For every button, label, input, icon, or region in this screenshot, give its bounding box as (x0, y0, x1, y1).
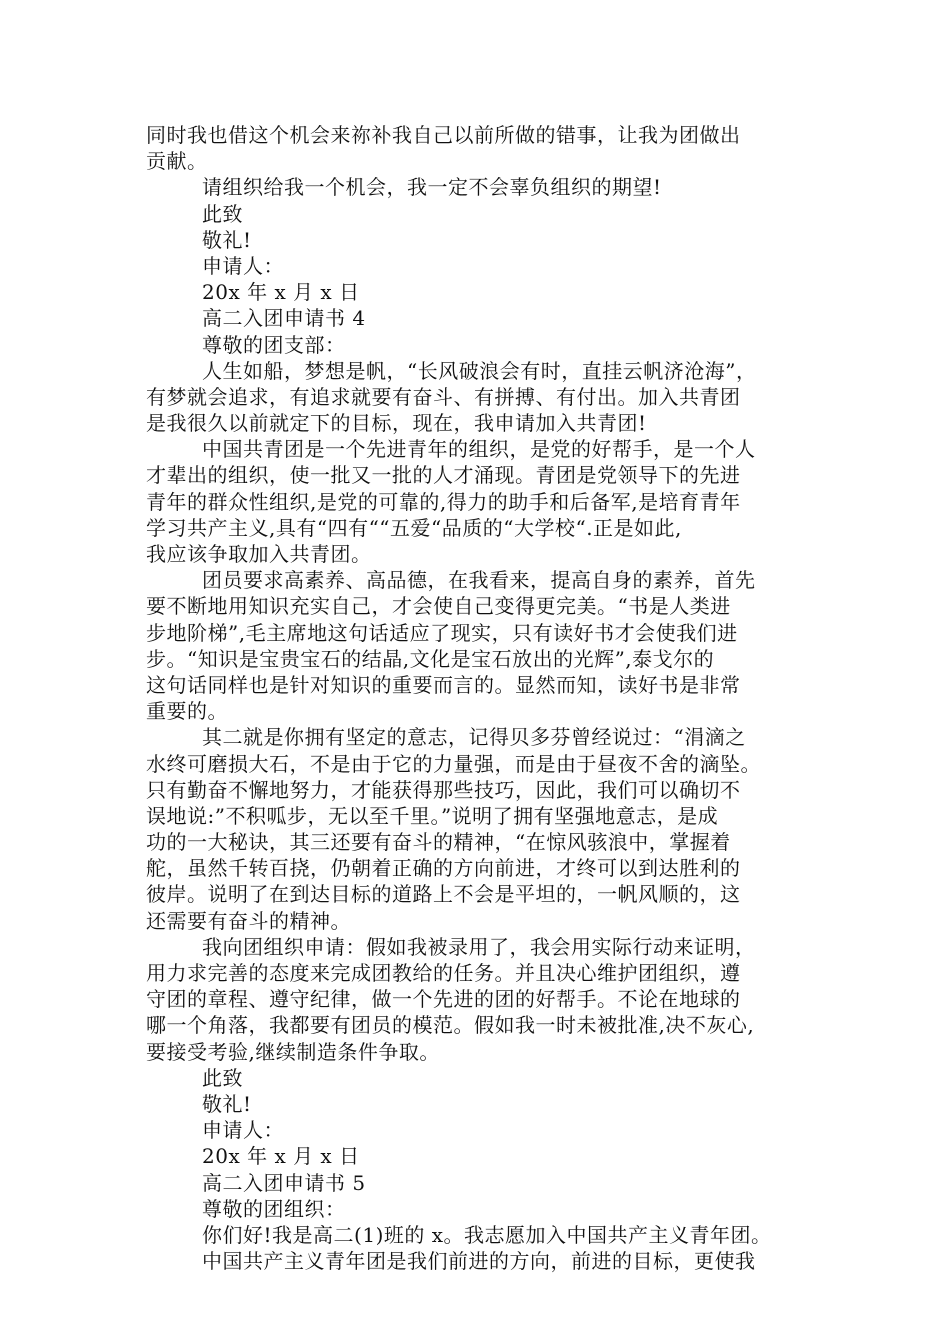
text-line: 误地说:”不积呱步，无以至千里。”说明了拥有坚强地意志，是成 (146, 803, 719, 828)
text-line: 高二入团申请书 4 (202, 306, 366, 331)
text-line: 贡献。 (146, 149, 208, 174)
text-line: 步地阶梯”,毛主席地这句话适应了现实，只有读好书才会使我们进 (146, 620, 738, 645)
text-line: 我应该争取加入共青团。 (146, 542, 372, 566)
text-line: 20x 年 x 月 x 日 (202, 1144, 360, 1169)
text-line: 还需要有奋斗的精神。 (146, 908, 351, 933)
text-line: 这句话同样也是针对知识的重要而言的。显然而知，读好书是非常 (146, 672, 741, 697)
text-line: 重要的。 (146, 699, 228, 724)
text-line: 敬礼! (202, 227, 252, 252)
text-line: 尊敬的团支部： (202, 332, 346, 357)
text-line: 学习共产主义,具有“四有““五爱“品质的“大学校“.正是如此, (146, 515, 682, 540)
text-line: 要接受考验,继续制造条件争取。 (146, 1039, 440, 1064)
text-line: 申请人： (202, 253, 284, 278)
text-line: 功的一大秘诀，其三还要有奋斗的精神，“在惊风骇浪中，掌握着 (146, 830, 731, 855)
text-line: 要不断地用知识充实自己，才会使自己变得更完美。“书是人类进 (146, 594, 731, 619)
text-line: 中国共青团是一个先进青年的组织，是党的好帮手，是一个人 (202, 437, 756, 462)
text-line: 哪一个角落，我都要有团员的模范。假如我一时未被批准,决不灰心, (146, 1013, 755, 1038)
text-line: 高二入团申请书 5 (202, 1170, 366, 1195)
text-line: 步。“知识是宝贵宝石的结晶,文化是宝石放出的光辉”,泰戈尔的 (146, 646, 715, 671)
text-line: 申请人： (202, 1118, 284, 1143)
text-line: 同时我也借这个机会来祢补我自己以前所做的错事，让我为团做出 (146, 123, 741, 147)
text-line: 我向团组织申请：假如我被录用了，我会用实际行动来证明， (202, 934, 756, 959)
text-line: 此致 (202, 201, 243, 226)
text-line: 青年的群众性组织,是党的可靠的,得力的助手和后备军,是培育青年 (146, 489, 741, 514)
text-line: 水终可磨损大石，不是由于它的力量强，而是由于昼夜不舍的滴坠。 (146, 751, 761, 776)
text-line: 中国共产主义青年团是我们前进的方向，前进的目标，更使我 (202, 1249, 756, 1274)
text-line: 20x 年 x 月 x 日 (202, 280, 360, 305)
text-line: 敬礼! (202, 1091, 252, 1116)
text-line: 有梦就会追求，有追求就要有奋斗、有拼搏、有付出。加入共青团 (146, 384, 741, 409)
text-line: 是我很久以前就定下的目标，现在，我申请加入共青团! (146, 411, 647, 436)
text-line: 你们好!我是高二(1)班的 x。我志愿加入中国共产主义青年团。 (202, 1222, 772, 1247)
text-line: 团员要求高素养、高品德，在我看来，提高自身的素养，首先 (202, 568, 756, 593)
text-line: 用力求完善的态度来完成团教给的任务。并且决心维护团组织，遵 (146, 961, 741, 985)
text-line: 才辈出的组织，使一批又一批的人才涌现。青团是党领导下的先进 (146, 463, 741, 488)
text-line: 请组织给我一个机会，我一定不会辜负组织的期望! (202, 175, 662, 200)
text-line: 人生如船，梦想是帆，“长风破浪会有时，直挂云帆济沧海”， (202, 358, 757, 383)
document-body (146, 122, 806, 1274)
text-line: 彼岸。说明了在到达目标的道路上不会是平坦的，一帆风顺的，这 (146, 882, 741, 907)
text-line: 此致 (202, 1065, 243, 1090)
text-line: 舵，虽然千转百挠，仍朝着正确的方向前进，才终可以到达胜利的 (146, 856, 741, 881)
text-line: 其二就是你拥有坚定的意志，记得贝多芬曾经说过：“涓滴之 (202, 725, 746, 750)
text-line: 尊敬的团组织： (202, 1196, 346, 1221)
text-line: 只有勤奋不懈地努力，才能获得那些技巧，因此，我们可以确切不 (146, 777, 741, 802)
text-line: 守团的章程、遵守纪律，做一个先进的团的好帮手。不论在地球的 (146, 987, 741, 1012)
